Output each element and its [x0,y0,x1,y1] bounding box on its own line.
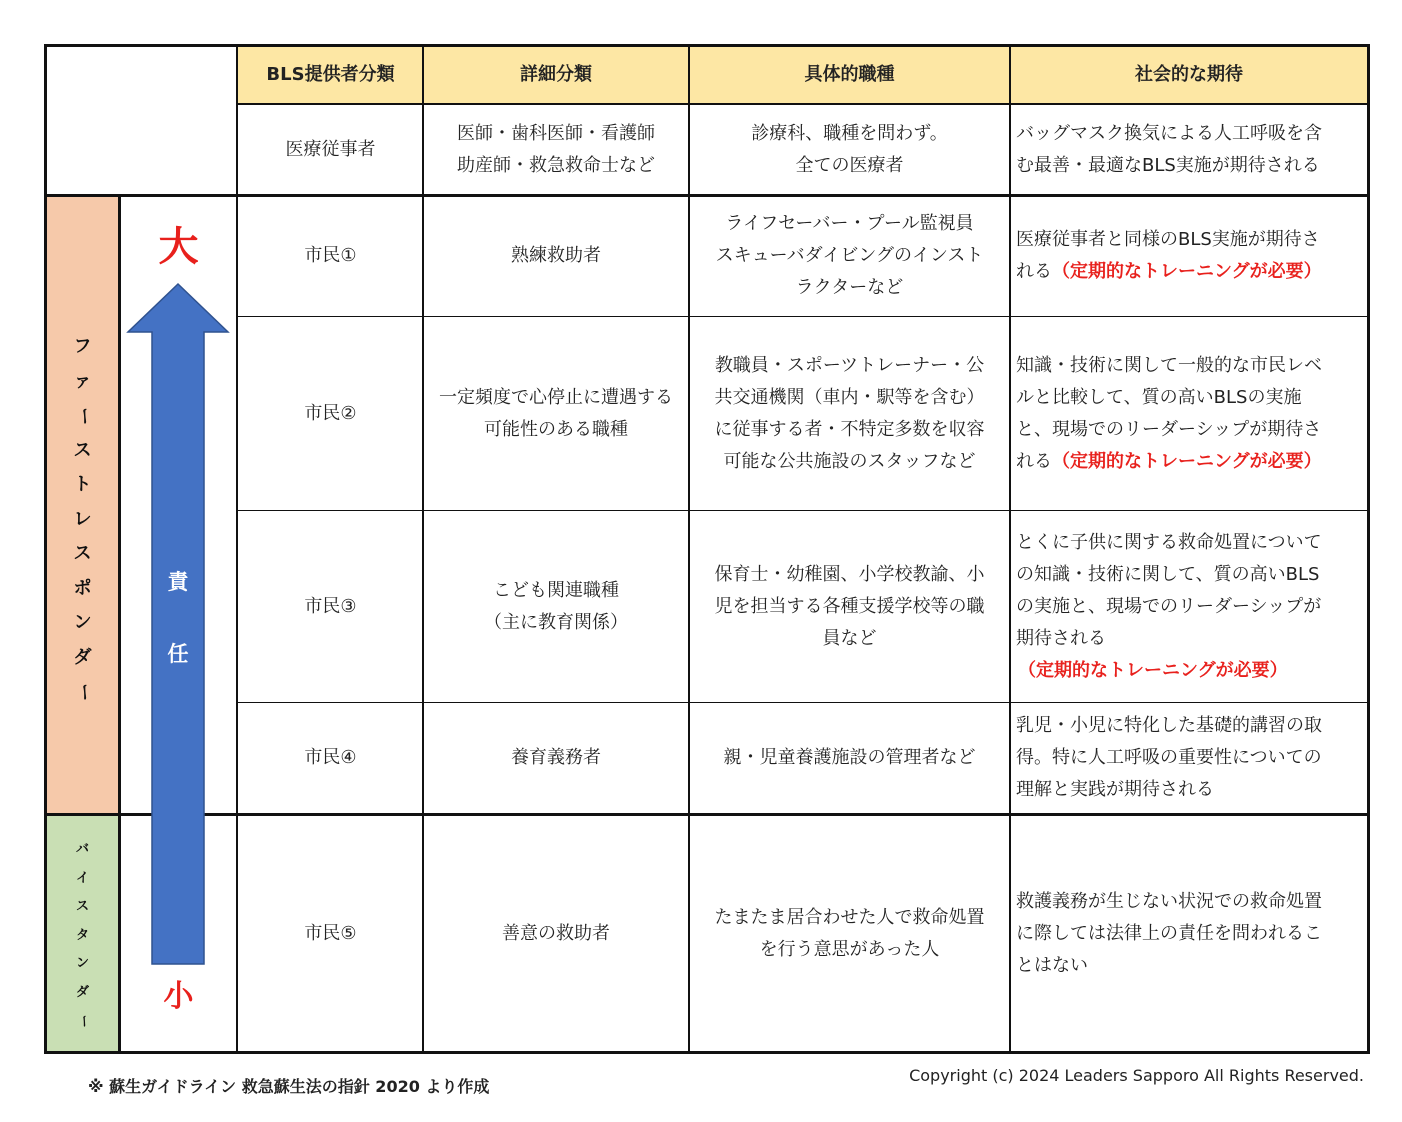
detail-cell [423,815,689,1052]
responsibility-arrow [120,196,237,1052]
detail-cell [423,104,689,195]
expectation-line [1016,527,1368,559]
provider-cell: 市民③ [304,595,357,617]
detail-cell [423,317,689,510]
expectation-text: れる [1016,261,1052,282]
jobs-line: たまたま居合わせた人で救命処置 [714,906,985,928]
provider-cell: 市民① [304,245,357,266]
expectation-text: 乳児・小児に特化した基礎的講習の取 [1016,715,1322,736]
expectation-cell [1010,815,1368,1052]
training-required-note: （定期的なトレーニングが必要） [1052,261,1322,282]
expectation-text: の知識・技術に関して、質の高いBLS [1016,563,1320,585]
expectation-text: れる [1016,450,1052,472]
jobs-line: 診療科、職種を問わず。 [751,122,948,144]
expectation-line [1016,446,1368,478]
expectation-line [1016,655,1368,687]
expectation-line [1016,559,1368,591]
expectation-text: の実施と、現場でのリーダーシップが [1016,595,1322,617]
responsibility-label-1: 責 [167,570,189,594]
expectation-line [1016,224,1368,256]
header-detail: 詳細分類 [520,64,592,85]
jobs-line: ライフセーバー・プール監視員 [725,213,974,234]
expectation-line [1016,774,1368,806]
source-note: ※ 蘇生ガイドライン 救急蘇生法の指針 2020 より作成 [88,1077,490,1096]
expectation-text: 救護義務が生じない状況での救命処置 [1016,890,1322,912]
first-responder-label: フ ァ ー ス ト レ ス ポ ン ダ ー [72,336,94,702]
jobs-line: スキューバダイビングのインスト [715,245,984,266]
jobs-line: を行う意思があった人 [759,938,940,960]
expectation-cell [1010,511,1368,702]
expectation-text: 医療従事者と同様のBLS実施が期待さ [1016,229,1320,250]
expectation-text: とくに子供に関する救命処置について [1016,531,1322,553]
expectation-text: と、現場でのリーダーシップが期待さ [1016,418,1322,440]
expectation-cell [1010,104,1368,195]
detail-line: 善意の救助者 [502,922,610,944]
expectation-text: 期待される [1016,627,1106,649]
provider-cell: 市民④ [304,747,357,768]
expectation-line [1016,382,1368,414]
detail-line: こども関連職種 [493,579,619,601]
jobs-line: 員など [822,627,877,649]
expectation-text: ルと比較して、質の高いBLSの実施 [1016,386,1302,408]
expectation-cell [1010,317,1368,510]
responsibility-label-2: 任 [167,642,189,666]
jobs-line: 教職員・スポーツトレーナー・公 [714,354,985,376]
detail-line: （主に教育関係） [484,611,628,633]
jobs-line: に従事する者・不特定多数を収容 [714,418,985,440]
detail-line: 熟練救助者 [511,245,601,266]
jobs-line: 児を担当する各種支援学校等の職 [714,595,985,617]
detail-cell [423,196,689,316]
jobs-line: ラクターなど [795,277,904,298]
copyright: Copyright (c) 2024 Leaders Sapporo All Rights Reserved. [909,1066,1364,1085]
expectation-text: とはない [1016,954,1088,976]
jobs-line: 可能な公共施設のスタッフなど [723,450,976,472]
expectation-line [1016,414,1368,446]
expectation-text: バッグマスク換気による人工呼吸を含 [1016,122,1322,144]
jobs-line: 共交通機関（車内・駅等を含む） [714,386,985,408]
jobs-cell [689,511,1010,702]
training-required-note: （定期的なトレーニングが必要） [1052,450,1322,472]
jobs-cell [689,104,1010,195]
expectation-line [1016,950,1368,982]
expectation-line [1016,350,1368,382]
expectation-line [1016,742,1368,774]
training-required-note: （定期的なトレーニングが必要） [1018,659,1288,681]
large-label: 大 [158,224,199,270]
detail-cell [423,511,689,702]
expectation-line [1016,150,1368,182]
jobs-line: 親・児童養護施設の管理者など [723,747,976,768]
expectation-text: 知識・技術に関して一般的な市民レベ [1016,354,1322,376]
expectation-text: に際しては法律上の責任を問われるこ [1016,922,1322,944]
detail-line: 一定頻度で心停止に遭遇する [439,386,673,408]
provider-cell: 市民⑤ [304,922,357,944]
expectation-cell [1010,196,1368,316]
expectation-line [1016,886,1368,918]
expectation-line [1016,591,1368,623]
provider-cell: 市民② [304,402,357,424]
jobs-cell [689,703,1010,813]
small-label: 小 [163,979,194,1014]
jobs-line: 全ての医療者 [795,154,904,176]
expectation-line [1016,710,1368,742]
expectation-text: む最善・最適なBLS実施が期待される [1016,154,1320,176]
detail-cell [423,703,689,813]
expectation-line [1016,256,1368,288]
expectation-text: 得。特に人工呼吸の重要性についての [1016,747,1322,768]
detail-line: 医師・歯科医師・看護師 [457,122,655,144]
jobs-cell [689,815,1010,1052]
bystander-label: バ イ ス タ ン ダ ー [75,842,91,1028]
expectation-text: 理解と実践が期待される [1016,779,1214,800]
expectation-cell [1010,703,1368,813]
detail-line: 可能性のある職種 [484,418,628,440]
detail-line: 助産師・救急救命士など [457,154,655,176]
expectation-line [1016,918,1368,950]
jobs-cell [689,196,1010,316]
detail-line: 養育義務者 [511,747,601,768]
header-provider: BLS提供者分類 [266,64,395,85]
header-expectation: 社会的な期待 [1135,64,1243,85]
jobs-line: 保育士・幼稚園、小学校教諭、小 [714,563,985,585]
jobs-cell [689,317,1010,510]
expectation-line [1016,623,1368,655]
header-jobs: 具体的職種 [804,64,895,85]
expectation-line [1016,118,1368,150]
provider-cell: 医療従事者 [285,138,376,160]
